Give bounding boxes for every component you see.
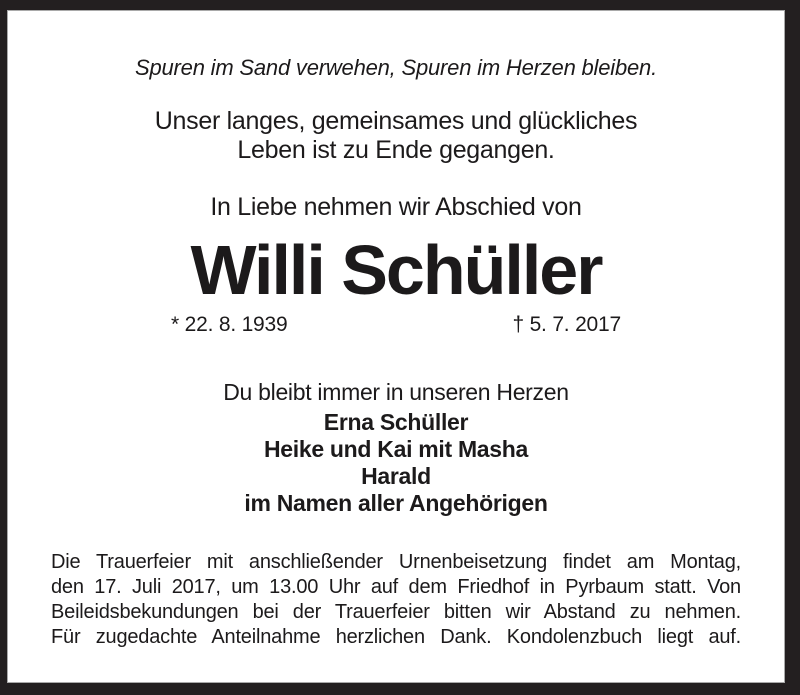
mourner-name: Erna Schüller [323, 409, 469, 435]
life-dates [171, 312, 621, 337]
funeral-details [51, 550, 741, 650]
mourner-name: Harald [361, 463, 431, 489]
obituary-notice [7, 10, 785, 683]
funeral-details-line: den 17. Juli 2017, um 13.00 Uhr auf dem Friedhof in Pyrbaum statt. Von [51, 576, 741, 598]
intro-line-1: Unser langes, gemeinsames und glückliches [154, 107, 638, 135]
intro-text [8, 107, 784, 165]
funeral-details-line: Beileidsbekundungen bei der Trauerfeier bitten wir Abstand zu nehmen. [51, 601, 741, 623]
farewell-line: In Liebe nehmen wir Abschied von [210, 193, 582, 221]
funeral-details-line: Die Trauerfeier mit anschließender Urnenbeisetzung findet am Montag, [51, 551, 741, 573]
remembrance-line: Du bleibt immer in unseren Herzen [223, 379, 569, 405]
mourner-name: Heike und Kai mit Masha [263, 436, 529, 462]
funeral-details-line: Für zugedachte Anteilnahme herzlichen Dank. Kondolenzbuch liegt auf. [51, 626, 741, 648]
mourners-closing: im Namen aller Angehörigen [244, 490, 548, 516]
birth-date: * 22. 8. 1939 [171, 313, 288, 336]
deceased-name: Willi Schüller [190, 231, 602, 309]
memorial-epigraph: Spuren im Sand verwehen, Spuren im Herzen bleiben. [135, 55, 657, 80]
mourners-list [8, 409, 784, 517]
death-date: † 5. 7. 2017 [512, 313, 621, 336]
intro-line-2: Leben ist zu Ende gegangen. [237, 136, 555, 164]
